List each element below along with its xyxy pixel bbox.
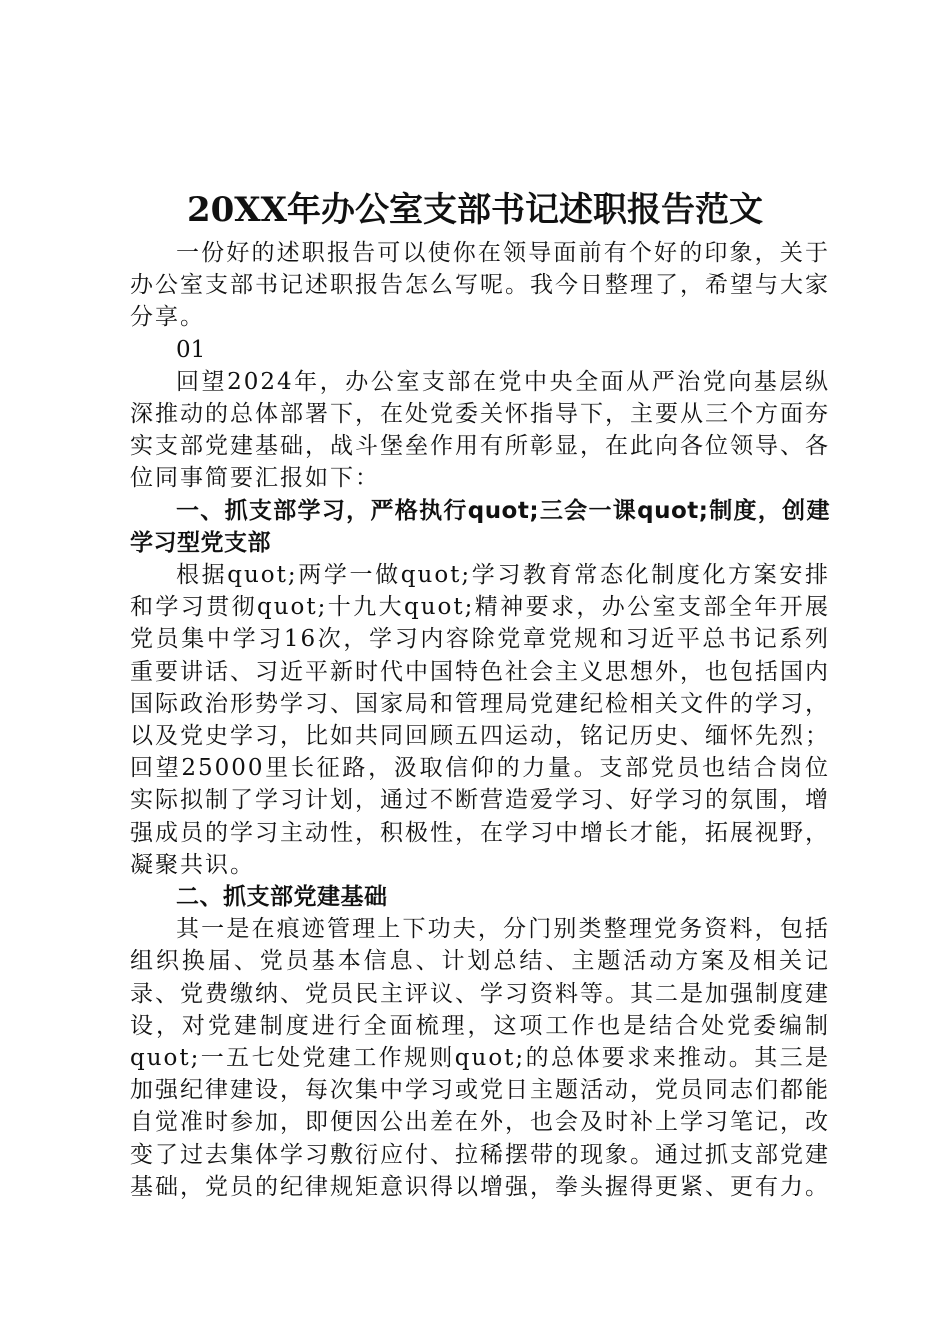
section-1-body: 根据quot;两学一做quot;学习教育常态化制度化方案安排和学习贯彻quot;十九大quot;精神要求，办公室支部全年开展党员集中学习16次，学习内容除党章党规和习近平总书记系列重要讲话、习近平新时代中国特色社会主义思想外，也包括国内国际政治形势学习、国家局和管理局党建纪检相关文件的学习，以及党史学习，比如共同回顾五四运动，铭记历史、缅怀先烈；回望25000里长征路，汲取信仰的力量。支部党员也结合岗位实际拟制了学习计划，通过不断营造爱学习、好学习的氛围，增强成员的学习主动性，积极性，在学习中增长才能，拓展视野，凝聚共识。 bbox=[130, 562, 830, 878]
opening-paragraph: 回望2024年，办公室支部在党中央全面从严治党向基层纵深推动的总体部署下，在处党委关怀指导下，主要从三个方面夯实支部党建基础，战斗堡垒作用有所彰显，在此向各位领导、各位同事简要汇报如下： bbox=[130, 368, 830, 492]
section-heading-2: 二、抓支部党建基础 bbox=[176, 884, 388, 911]
section-heading-1: 一、抓支部学习，严格执行quot;三会一课quot;制度，创建学习型党支部 bbox=[130, 497, 830, 556]
document-title: 20XX年办公室支部书记述职报告范文 bbox=[186, 190, 764, 230]
section-2-body: 其一是在痕迹管理上下功夫，分门别类整理党务资料，包括组织换届、党员基本信息、计划总结、主题活动方案及相关记录、党费缴纳、党员民主评议、学习资料等。其二是加强制度建设，对党建制度进行全面梳理，这项工作也是结合处党委编制quot;一五七处党建工作规则quot;的总体要求来推动。其三是加强纪律建设，每次集中学习或党日主题活动，党员同志们都能自觉准时参加，即便因公出差在外，也会及时补上学习笔记，改变了过去集体学习敷衍应付、拉稀摆带的现象。通过抓支部党建基础，党员的纪律规矩意识得以增强，拳头握得更紧、更有力。 bbox=[130, 916, 830, 1200]
document-page bbox=[130, 185, 830, 1203]
intro-paragraph: 一份好的述职报告可以使你在领导面前有个好的印象，关于办公室支部书记述职报告怎么写呢。我今日整理了，希望与大家分享。 bbox=[130, 240, 830, 331]
section-number: 01 bbox=[176, 336, 206, 363]
